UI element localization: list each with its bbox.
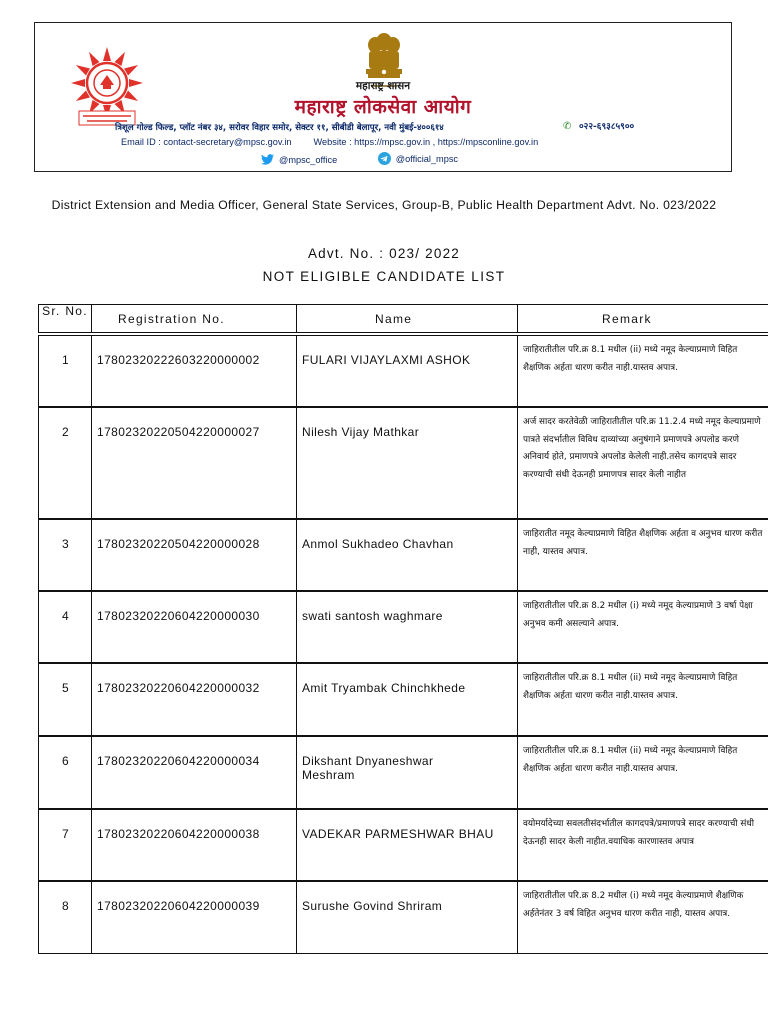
header-cell-remark	[517, 305, 768, 332]
name-cell	[296, 336, 517, 406]
registration-no: 17802320220604220000030	[97, 609, 260, 623]
table-row	[38, 663, 768, 736]
registration-cell	[91, 336, 296, 406]
phone-text: ०२२-६९३८५९००	[579, 122, 635, 132]
candidate-name: Dikshant Dnyaneshwar Meshram	[302, 754, 434, 782]
sr-no: 2	[62, 425, 70, 439]
candidate-name: VADEKAR PARMESHWAR BHAU	[302, 827, 494, 841]
table-header-row	[38, 304, 768, 333]
email-link[interactable]: Email ID : contact-secretary@mpsc.gov.in	[121, 137, 292, 147]
government-name: महाराष्ट्र शासन	[355, 80, 411, 92]
candidate-name: Amit Tryambak Chinchkhede	[302, 681, 466, 695]
sr-no: 1	[62, 353, 70, 367]
header-cell-name	[296, 305, 517, 332]
letterhead	[34, 22, 732, 172]
remark-text: जाहिरातीतील परि.क्र 8.1 मधील (ii) मध्ये नमूद केल्याप्रमाणे विहित शैक्षणिक अर्हता धारण करीत नाही.यास्तव अपात्र.	[523, 746, 738, 774]
candidate-name: FULARI VIJAYLAXMI ASHOK	[302, 353, 471, 367]
twitter-text: @mpsc_office	[279, 154, 338, 165]
sr-cell	[39, 592, 91, 662]
remark-cell	[517, 882, 768, 953]
sr-no: 6	[62, 754, 70, 768]
table-row	[38, 519, 768, 591]
header-sr: Sr. No.	[42, 304, 88, 318]
table-row	[38, 736, 768, 809]
sr-no: 5	[62, 681, 70, 695]
sr-no: 7	[62, 827, 70, 841]
registration-no: 17802320220604220000032	[97, 681, 260, 695]
remark-text: जाहिरातीतील परि.क्र 8.1 मधील (ii) मध्ये नमूद केल्याप्रमाणे विहित शैक्षणिक अर्हता धारण करीत नाही.यास्तव अपात्र.	[523, 345, 738, 373]
remark-cell	[517, 408, 768, 518]
list-title: NOT ELIGIBLE CANDIDATE LIST	[262, 269, 506, 284]
twitter-handle[interactable]	[261, 154, 337, 165]
sr-cell	[39, 664, 91, 735]
social-links	[261, 152, 496, 167]
sr-no: 3	[62, 537, 70, 551]
sr-cell	[39, 737, 91, 808]
registration-no: 17802320220504220000027	[97, 425, 260, 439]
registration-cell	[91, 810, 296, 880]
candidate-name: swati santosh waghmare	[302, 609, 443, 623]
registration-cell	[91, 408, 296, 518]
remark-text: वयोमर्यादेच्या सवलतीसंदर्भातील कागदपत्रे/प्रमाणपत्रे सादर करण्याची संधी देऊनही सादर केली नाहीत.वयाधिक कारणास्तव अपात्र	[523, 819, 755, 847]
candidate-name: Anmol Sukhadeo Chavhan	[302, 537, 454, 551]
header-remark: Remark	[602, 312, 652, 326]
name-cell	[296, 664, 517, 735]
remark-cell	[517, 664, 768, 735]
registration-no: 17802320220604220000038	[97, 827, 260, 841]
registration-cell	[91, 592, 296, 662]
sr-no: 4	[62, 609, 70, 623]
telegram-handle[interactable]	[378, 152, 458, 165]
remark-cell	[517, 520, 768, 590]
remark-cell	[517, 810, 768, 880]
remark-text: जाहिरातीतील परि.क्र 8.1 मधील (ii) मध्ये नमूद केल्याप्रमाणे विहित शैक्षणिक अर्हता धारण करीत नाही.यास्तव अपात्र.	[523, 673, 738, 701]
document-title: District Extension and Media Officer, General State Services, Group-B, Public Health Department Advt. No. 023/2022	[51, 198, 717, 212]
candidate-name: Nilesh Vijay Mathkar	[302, 425, 420, 439]
sr-cell	[39, 520, 91, 590]
telegram-text: @official_mpsc	[395, 153, 459, 164]
header-cell-registration	[91, 305, 296, 332]
sr-cell	[39, 882, 91, 953]
remark-text: जाहिरातीतील परि.क्र 8.2 मधील (i) मध्ये नमूद केल्याप्रमाणे शैक्षणिक अर्हतेनंतर 3 वर्ष विहित अनुभव धारण करीत नाही, यास्तव अपात्र.	[523, 891, 744, 919]
office-address: त्रिशूल गोल्ड फिल्ड, प्लॉट नंबर ३४, सरोवर विहार समोर, सेक्टर ११, सीबीडी बेलापूर, नवी मुंबई-४००६१४	[115, 123, 444, 133]
registration-cell	[91, 520, 296, 590]
header-registration: Registration No.	[118, 312, 225, 326]
sr-no: 8	[62, 899, 70, 913]
sr-cell	[39, 810, 91, 880]
table-row	[38, 881, 768, 954]
remark-text: जाहिरातीत नमूद केल्याप्रमाणे विहित शैक्षणिक अर्हता व अनुभव धारण करीत नाही, यास्तव अपात्र.	[523, 529, 763, 557]
registration-no: 17802320220504220000028	[97, 537, 260, 551]
remark-text: अर्ज सादर करतेवेळी जाहिरातीतील परि.क्र 11.2.4 मध्ये नमूद केल्याप्रमाणे पात्रते संदर्भातील विविध दाव्यांच्या अनुषंगाने प्रमाणपत्रे अपलोड करणे अनिवार्य होते, प्रमाणपत्रे अपलोड केलेली नाही.तसेच कागदपत्रे सादर करण्याची संधी देऊनही प्रमाणपत्र सादर केली नाहीत	[523, 417, 761, 480]
sr-cell	[39, 408, 91, 518]
website-link[interactable]: Website : https://mpsc.gov.in , https://mpsconline.gov.in	[313, 137, 539, 147]
name-cell	[296, 520, 517, 590]
remark-cell	[517, 737, 768, 808]
table-row	[38, 407, 768, 519]
phone-number	[563, 119, 634, 132]
name-cell	[296, 592, 517, 662]
registration-cell	[91, 664, 296, 735]
header-name: Name	[375, 312, 413, 326]
name-cell	[296, 737, 517, 808]
registration-no: 17802320220604220000039	[97, 899, 260, 913]
sr-cell	[39, 336, 91, 406]
telegram-icon	[378, 152, 391, 165]
table-row	[38, 335, 768, 407]
name-cell	[296, 408, 517, 518]
advertisement-number: Advt. No. : 023/ 2022	[307, 246, 461, 261]
twitter-icon	[261, 154, 274, 165]
table-row	[38, 591, 768, 663]
phone-icon: ✆	[563, 121, 572, 132]
name-cell	[296, 810, 517, 880]
registration-cell	[91, 882, 296, 953]
registration-cell	[91, 737, 296, 808]
registration-no: 17802320220604220000034	[97, 754, 260, 768]
remark-text: जाहिरातीतील परि.क्र 8.2 मधील (i) मध्ये नमूद केल्याप्रमाणे 3 वर्षा पेक्षा अनुभव कमी असल्याने अपात्र.	[523, 601, 753, 629]
candidate-name: Surushe Govind Shriram	[302, 899, 443, 913]
table-row	[38, 809, 768, 881]
remark-cell	[517, 336, 768, 406]
remark-cell	[517, 592, 768, 662]
registration-no: 17802320222603220000002	[97, 353, 260, 367]
header-cell-sr	[39, 305, 91, 332]
name-cell	[296, 882, 517, 953]
organization-name: महाराष्ट्र लोकसेवा आयोग	[294, 96, 472, 118]
contact-line	[121, 137, 538, 147]
